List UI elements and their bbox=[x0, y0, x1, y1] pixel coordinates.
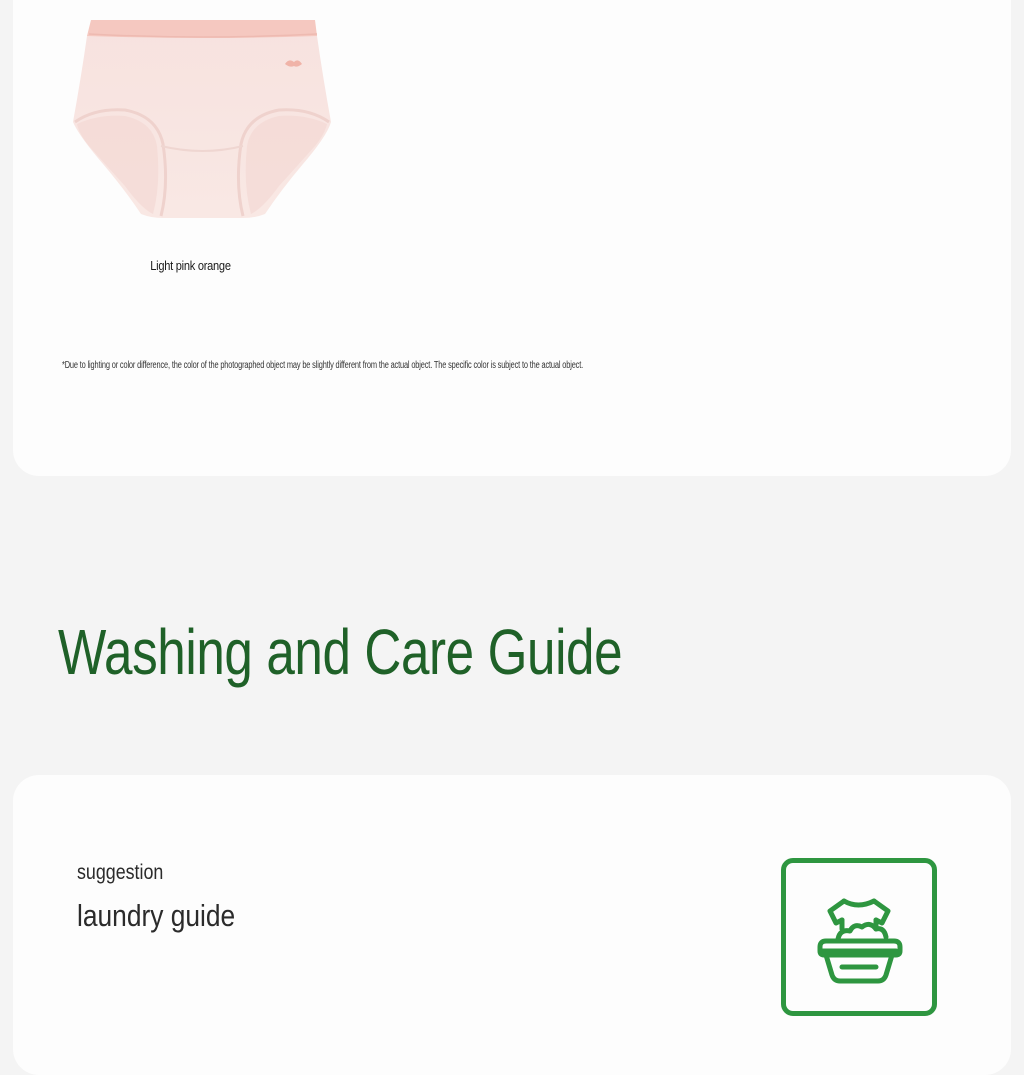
product-color-card bbox=[13, 0, 1011, 476]
laundry-icon-box bbox=[781, 858, 937, 1016]
laundry-basket-icon bbox=[786, 863, 932, 1011]
section-title: Washing and Care Guide bbox=[58, 616, 623, 688]
care-kicker: suggestion bbox=[77, 861, 164, 884]
care-heading: laundry guide bbox=[77, 898, 236, 933]
laundry-guide-card bbox=[13, 775, 1011, 1075]
underwear-product-image bbox=[65, 18, 341, 228]
color-disclaimer: *Due to lighting or color difference, the color of the photographed object may be slightly different from the actual object. The specific color is subject to the actual object. bbox=[62, 360, 584, 371]
color-swatch-label: Light pink orange bbox=[150, 258, 231, 273]
